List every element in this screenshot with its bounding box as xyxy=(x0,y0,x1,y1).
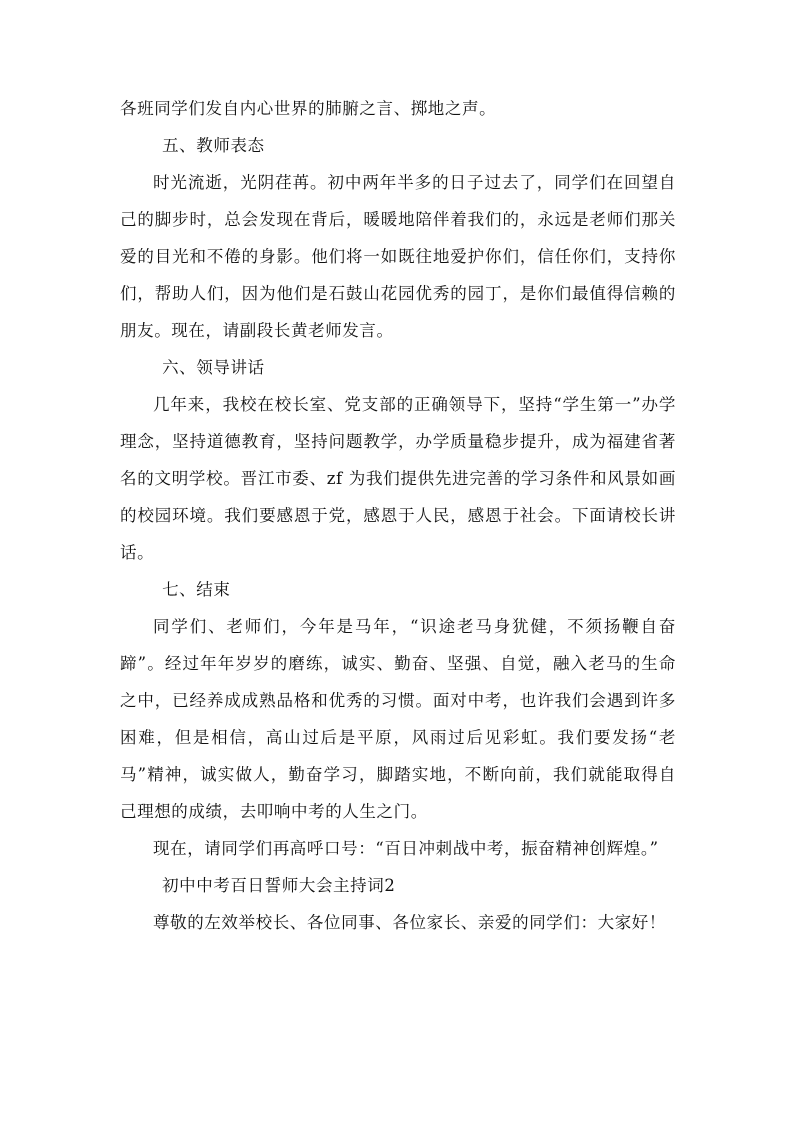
section-heading-leader-speech: 六、领导讲话 xyxy=(162,358,265,377)
section-heading-ending: 七、结束 xyxy=(162,580,231,599)
paragraph-slogan: 现在，请同学们再高呼口号：“百日冲刺战中考，振奋精神创辉煌。” xyxy=(153,839,659,858)
section-heading-teacher-statement: 五、教师表态 xyxy=(162,136,265,155)
document-title-2: 初中中考百日誓师大会主持词2 xyxy=(162,876,396,895)
paragraph-greeting: 尊敬的左效举校长、各位同事、各位家长、亲爱的同学们：大家好！ xyxy=(153,913,666,932)
paragraph-ending: 同学们、老师们，今年是马年，“识途老马身犹健，不须扬鞭自奋蹄”。经过年年岁岁的磨练，诚实、勤奋、坚强、自觉，融入老马的生命之中，已经养成成熟品格和优秀的习惯。面对中考，也许我们会遇到许多困难，但是相信，高山过后是平原，风雨过后见彩虹。我们要发扬“老马”精神，诚实做人，勤奋学习，脚踏实地，不断向前，我们就能取得自己理想的成绩，去叩响中考的人生之门。 xyxy=(120,617,676,821)
paragraph-leader-speech: 几年来，我校在校长室、党支部的正确领导下，坚持“学生第一”办学理念，坚持道德教育，坚持问题教学，办学质量稳步提升，成为福建省著名的文明学校。晋江市委、zf 为我们提供先进完善的学习条件和风景如画的校园环境。我们要感恩于党，感恩于人民，感恩于社会。下面请校长讲话。 xyxy=(120,395,676,562)
document-body xyxy=(120,90,676,941)
paragraph-teacher-statement: 时光流逝，光阴荏苒。初中两年半多的日子过去了，同学们在回望自己的脚步时，总会发现在背后，暖暖地陪伴着我们的，永远是老师们那关爱的目光和不倦的身影。他们将一如既往地爱护你们，信任你们，支持你们，帮助人们，因为他们是石鼓山花园优秀的园丁，是你们最值得信赖的朋友。现在，请副段长黄老师发言。 xyxy=(120,173,676,340)
paragraph-closing-remarks: 各班同学们发自内心世界的肺腑之言、掷地之声。 xyxy=(120,99,497,118)
